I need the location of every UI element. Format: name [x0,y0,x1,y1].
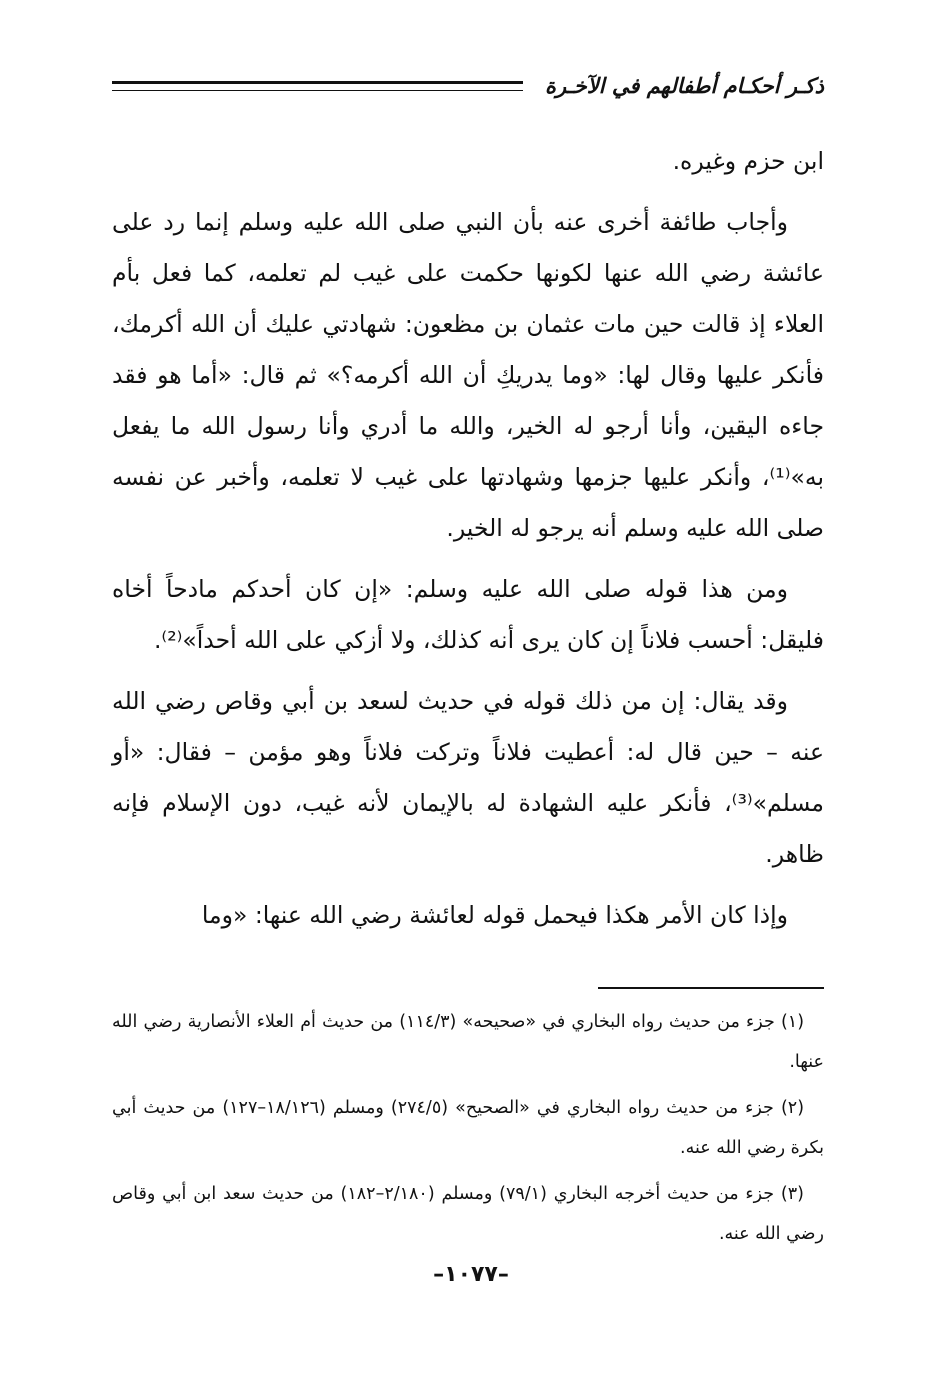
page-number: –١٠٧٧– [433,1262,509,1287]
running-header [112,66,824,106]
footnote-separator [598,987,824,989]
footnote: (٣) جزء من حديث أخرجه البخاري (٧٩/١) ومسلم (٢/١٨٠–١٨٢) من حديث سعد ابن أبي وقاص رضي الله عنه. [112,1184,824,1244]
footnote: (٢) جزء من حديث رواه البخاري في «الصحيح» (٢٧٤/٥) ومسلم (١٨/١٢٦–١٢٧) من حديث أبي بكرة رضي الله عنه. [112,1098,824,1158]
footnote: (١) جزء من حديث رواه البخاري في «صحيحه» (١١٤/٣) من حديث أم العلاء الأنصارية رضي الله عنها. [112,1012,824,1072]
paragraph: ابن حزم وغيره. [672,147,824,175]
paragraph: ومن هذا قوله صلى الله عليه وسلم: «إن كان أحدكم مادحاً أخاه فليقل: أحسب فلاناً إن كان يرى أنه كذلك، ولا أزكي على الله أحداً»⁽²⁾. [112,575,824,654]
paragraph: وقد يقال: إن من ذلك قوله في حديث لسعد بن أبي وقاص رضي الله عنه – حين قال له: أعطيت فلاناً وتركت فلاناً وهو مؤمن – فقال: «أو مسلم»⁽³⁾، فأنكر عليه الشهادة له بالإيمان لأنه غيب، دون الإسلام فإنه ظاهر. [112,687,824,868]
header-double-rule [112,81,523,91]
footnotes [112,1002,824,1260]
paragraph: وإذا كان الأمر هكذا فيحمل قوله لعائشة رضي الله عنها: «وما [201,901,788,929]
paragraph: وأجاب طائفة أخرى عنه بأن النبي صلى الله عليه وسلم إنما رد على عائشة رضي الله عنها لكونها حكمت على غيب لم تعلمه، كما فعل بأم العلاء إذ قالت حين مات عثمان بن مظعون: شهادتي عليك أن الله أكرمك، فأنكر عليها وقال لها: «وما يدريكِ أن الله أكرمه؟» ثم قال: «أما هو فقد جاءه اليقين، وأنا أرجو له الخير، والله ما أدري وأنا رسول الله ما يفعل به»⁽¹⁾، وأنكر عليها جزمها وشهادتها على غيب لا تعلمه، وأخبر عن نفسه صلى الله عليه وسلم أنه يرجو له الخير. [112,208,824,542]
chapter-title: ذكـر أحكـام أطفالهم في الآخـرة [545,74,824,98]
main-text [112,136,824,951]
